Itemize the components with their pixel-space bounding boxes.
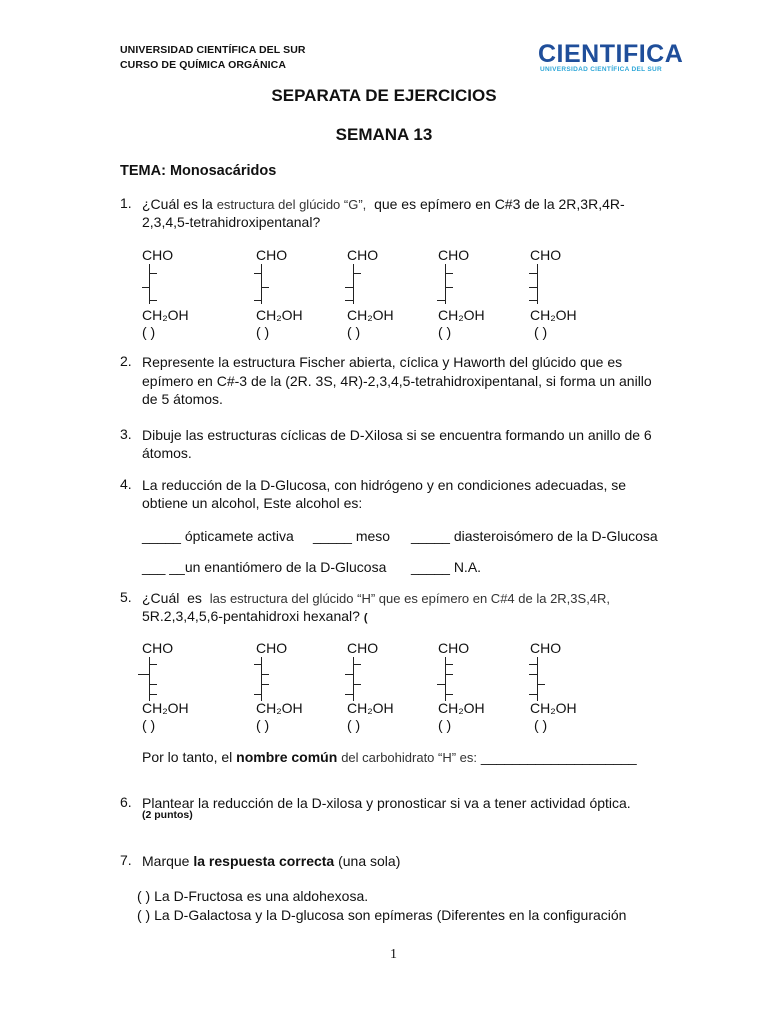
q5-text-d: 5R.2,3,4,5,6-pentahidroxi hexanal? bbox=[142, 608, 360, 624]
q4-option-na[interactable]: _____ N.A. bbox=[411, 559, 482, 575]
fischer-top: CHO bbox=[142, 640, 174, 656]
university-logo bbox=[538, 40, 684, 76]
fischer-top: CHO bbox=[530, 640, 562, 656]
answer-blank: ( ) bbox=[142, 324, 156, 340]
q4-option-enantiomer[interactable]: ___ __un enantiómero de la D-Glucosa bbox=[142, 559, 387, 575]
fischer-bottom: CH₂OH bbox=[347, 307, 394, 323]
question-2-line: de 5 átomos. bbox=[142, 391, 223, 407]
q5-common-a: Por lo tanto, el bbox=[142, 749, 233, 765]
question-4-line: obtiene un alcohol, Este alcohol es: bbox=[142, 495, 363, 511]
answer-blank: ( ) bbox=[438, 717, 452, 733]
fischer-bond-right bbox=[445, 674, 453, 675]
fischer-top: CHO bbox=[438, 247, 470, 263]
page-number: 1 bbox=[390, 947, 397, 962]
question-2-line: epímero en C#-3 de la (2R. 3S, 4R)-2,3,4,5-tetrahidroxipentanal, si forma un anillo bbox=[142, 373, 652, 389]
fischer-bond-left bbox=[254, 300, 261, 301]
fischer-bond-right bbox=[149, 273, 157, 274]
fischer-backbone bbox=[537, 657, 538, 701]
fischer-bottom: CH₂OH bbox=[142, 700, 189, 716]
week-title: SEMANA 13 bbox=[335, 125, 433, 144]
fischer-bottom: CH₂OH bbox=[256, 700, 303, 716]
fischer-bond-left bbox=[529, 674, 537, 675]
answer-blank: ( ) bbox=[142, 717, 156, 733]
fischer-bond-right bbox=[149, 300, 157, 301]
fischer-bond-left bbox=[345, 694, 353, 695]
q4-option-optically-active[interactable]: _____ ópticamete activa bbox=[142, 528, 294, 544]
fischer-bond-right bbox=[261, 674, 269, 675]
fischer-bond-left bbox=[254, 694, 261, 695]
logo-subtitle: UNIVERSIDAD CIENTÍFICA DEL SUR bbox=[540, 66, 663, 73]
fischer-bond-right bbox=[149, 664, 157, 665]
fischer-backbone bbox=[445, 264, 446, 304]
question-1-text bbox=[142, 195, 668, 215]
fischer-bond-right bbox=[261, 287, 269, 288]
fischer-top: CHO bbox=[347, 640, 379, 656]
q1-text-b: estructura del glúcido “G”, bbox=[216, 197, 367, 212]
q7-text-b: la respuesta correcta bbox=[193, 853, 335, 869]
fischer-backbone bbox=[537, 264, 538, 304]
fischer-bond-left bbox=[529, 287, 537, 288]
fischer-bond-left bbox=[142, 287, 149, 288]
answer-blank: ( ) bbox=[256, 717, 270, 733]
q4-option-meso[interactable]: _____ meso bbox=[313, 528, 391, 544]
fischer-bond-right bbox=[149, 694, 157, 695]
q7-option-1-text: La D-Fructosa es una aldohexosa. bbox=[154, 888, 369, 904]
course-name: CURSO DE QUÍMICA ORGÁNICA bbox=[120, 59, 287, 71]
fischer-bond-left bbox=[529, 300, 537, 301]
question-7-number: 7. bbox=[120, 852, 132, 868]
fischer-bottom: CH₂OH bbox=[530, 700, 577, 716]
logo-wordmark: CIENTIFICA bbox=[538, 40, 684, 68]
answer-blank: ( ) bbox=[534, 717, 548, 733]
university-name: UNIVERSIDAD CIENTÍFICA DEL SUR bbox=[120, 44, 306, 56]
fischer-backbone bbox=[149, 264, 150, 304]
q5-text-b: es bbox=[187, 590, 202, 606]
q5-text-e: ( bbox=[363, 612, 368, 624]
fischer-bond-right bbox=[261, 684, 269, 685]
fischer-bond-right bbox=[149, 684, 157, 685]
fischer-bottom: CH₂OH bbox=[438, 307, 485, 323]
answer-blank: ( ) bbox=[438, 324, 452, 340]
question-4-line: La reducción de la D-Glucosa, con hidrógeno y en condiciones adecuadas, se bbox=[142, 477, 627, 493]
topic-heading bbox=[120, 162, 276, 181]
fischer-bond-right bbox=[353, 684, 361, 685]
fischer-bond-right bbox=[353, 273, 361, 274]
fischer-backbone bbox=[353, 264, 354, 304]
topic-label: TEMA: bbox=[120, 163, 166, 179]
fischer-bond-left bbox=[529, 273, 537, 274]
document-title: SEPARATA DE EJERCICIOS bbox=[271, 86, 497, 105]
fischer-top: CHO bbox=[347, 247, 379, 263]
fischer-bottom: CH₂OH bbox=[256, 307, 303, 323]
question-5-text bbox=[142, 589, 610, 609]
fischer-bond-left bbox=[254, 664, 261, 665]
q5-text-a: ¿Cuál bbox=[142, 590, 180, 606]
q7-option-1[interactable] bbox=[137, 887, 368, 906]
q1-text-c: que es epímero en C#3 de la 2R,3R,4R- bbox=[374, 196, 625, 212]
answer-blank: ( ) bbox=[347, 717, 361, 733]
question-5-text-cont bbox=[142, 607, 368, 628]
fischer-top: CHO bbox=[256, 640, 288, 656]
fischer-backbone bbox=[261, 657, 262, 701]
q5-text-c: las estructura del glúcido “H” que es epímero en C#4 de la 2R,3S,4R, bbox=[209, 591, 611, 606]
fischer-bottom: CH₂OH bbox=[142, 307, 189, 323]
fischer-bond-left bbox=[138, 674, 149, 675]
fischer-bond-left bbox=[437, 684, 445, 685]
question-1-text-cont: 2,3,4,5-tetrahidroxipentanal? bbox=[142, 214, 321, 230]
q5-common-b: nombre común bbox=[236, 749, 338, 765]
fischer-bond-right bbox=[445, 694, 453, 695]
question-4-number: 4. bbox=[120, 476, 132, 492]
question-6-number: 6. bbox=[120, 794, 132, 810]
fischer-top: CHO bbox=[530, 247, 562, 263]
question-2-line: Represente la estructura Fischer abierta, cíclica y Haworth del glúcido que es bbox=[142, 354, 623, 370]
fischer-bond-left bbox=[529, 664, 537, 665]
fischer-bond-right bbox=[353, 664, 361, 665]
q5-common-c: del carbohidrato “H” es: bbox=[341, 750, 478, 765]
fischer-bond-right bbox=[537, 684, 545, 685]
q7-option-2-text: La D-Galactosa y la D-glucosa son epímeras (Diferentes en la configuración bbox=[154, 907, 627, 923]
question-3-line: átomos. bbox=[142, 445, 192, 461]
fischer-bottom: CH₂OH bbox=[347, 700, 394, 716]
fischer-bond-left bbox=[254, 273, 261, 274]
q7-text-a: Marque bbox=[142, 853, 190, 869]
fischer-top: CHO bbox=[438, 640, 470, 656]
fischer-bond-right bbox=[445, 664, 453, 665]
fischer-bottom: CH₂OH bbox=[530, 307, 577, 323]
fischer-bond-left bbox=[345, 300, 353, 301]
question-5-number: 5. bbox=[120, 589, 132, 605]
q5-answer-blank[interactable]: ____________________ bbox=[480, 749, 637, 765]
answer-blank: ( ) bbox=[347, 324, 361, 340]
fischer-bond-right bbox=[445, 287, 453, 288]
topic-value: Monosacáridos bbox=[169, 163, 277, 179]
fischer-backbone bbox=[261, 264, 262, 304]
question-3-number: 3. bbox=[120, 426, 132, 442]
question-6-text: Plantear la reducción de la D-xilosa y pronosticar si va a tener actividad óptica. bbox=[142, 795, 631, 811]
q1-text-a: ¿Cuál es la bbox=[142, 196, 213, 212]
question-3-line: Dibuje las estructuras cíclicas de D-Xilosa si se encuentra formando un anillo de 6 bbox=[142, 427, 652, 443]
fischer-bond-left bbox=[345, 674, 353, 675]
question-6-points: (2 puntos) bbox=[142, 809, 193, 821]
answer-blank: ( ) bbox=[534, 324, 548, 340]
q7-option-2-blank[interactable]: ( ) bbox=[137, 907, 151, 923]
fischer-top: CHO bbox=[256, 247, 288, 263]
fischer-bond-left bbox=[437, 300, 445, 301]
fischer-bond-left bbox=[345, 287, 353, 288]
fischer-top: CHO bbox=[142, 247, 174, 263]
q7-text-c: (una sola) bbox=[338, 853, 401, 869]
question-7-text bbox=[142, 852, 400, 871]
question-2-number: 2. bbox=[120, 353, 132, 369]
q5-common-name-line bbox=[142, 748, 637, 768]
fischer-bond-left bbox=[529, 694, 537, 695]
fischer-bottom: CH₂OH bbox=[438, 700, 485, 716]
question-1-number: 1. bbox=[120, 195, 132, 211]
q7-option-1-blank[interactable]: ( ) bbox=[137, 888, 151, 904]
fischer-bond-right bbox=[445, 273, 453, 274]
q7-option-2[interactable] bbox=[137, 906, 626, 925]
q4-option-diastereomer[interactable]: _____ diasteroisómero de la D-Glucosa bbox=[411, 528, 658, 544]
answer-blank: ( ) bbox=[256, 324, 270, 340]
